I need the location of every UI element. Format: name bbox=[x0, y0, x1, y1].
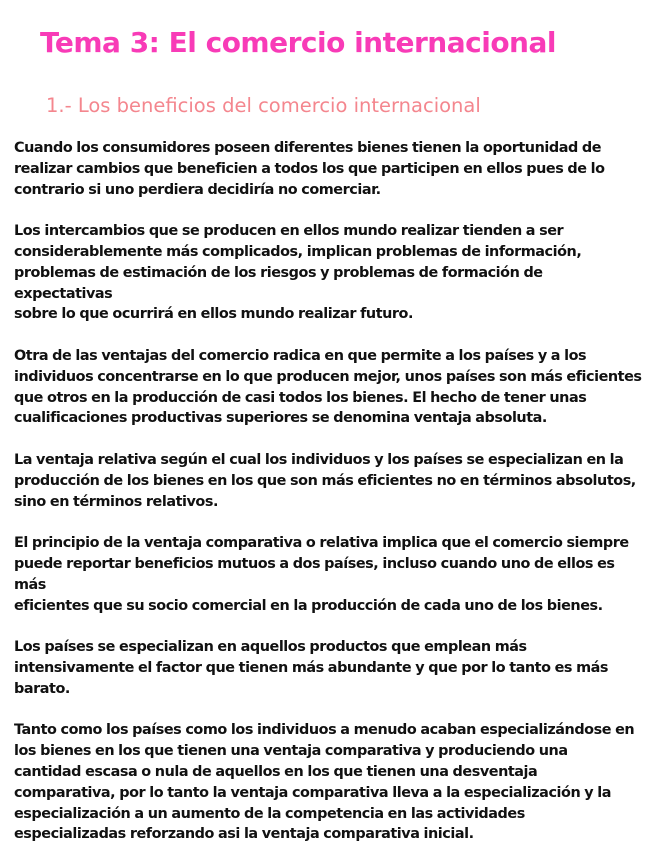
paragraph: El principio de la ventaja comparativa o relativa implica que el comercio siempre puede reportar beneficios mutuos a dos países, incluso cuando uno de ellos es más eficientes que su socio comercial en la producción de cada uno de los bienes. bbox=[14, 535, 629, 614]
paragraph: Cuando los consumidores poseen diferentes bienes tienen la oportunidad de realizar cambios que beneficien a todos los que participen en ellos pues de lo contrario si uno perdiera decidiría no comerciar. bbox=[14, 140, 605, 198]
section-heading: 1.- Los beneficios del comercio internacional bbox=[46, 94, 481, 117]
paragraph: Otra de las ventajas del comercio radica en que permite a los países y a los individuos concentrarse en lo que producen mejor, unos países son más eficientes que otros en la producción de casi todos los bienes. El hecho de tener unas cualificaciones productivas superiores se denomina ventaja absoluta. bbox=[14, 347, 642, 427]
paragraph: Los intercambios que se producen en ellos mundo realizar tienden a ser considerablemente más complicados, implican problemas de información, problemas de estimación de los riesgos y problemas de formación de expectativas sobre lo que ocurrirá en ellos mundo realizar futuro. bbox=[14, 223, 582, 323]
paragraph: Tanto como los países como los individuos a menudo acaban especializándose en los bienes en los que tienen una ventaja comparativa y produciendo una cantidad escasa o nula de aquellos en los que tienen una desventaja comparativa, por lo tanto la ventaja comparativa lleva a la especialización y la especialización a un aumento de la competencia en las actividades especializadas reforzando asi la ventaja comparativa inicial. bbox=[14, 722, 635, 843]
body-text bbox=[14, 138, 642, 866]
paragraph: La ventaja relativa según el cual los individuos y los países se especializan en la producción de los bienes en los que son más eficientes no en términos absolutos, sino en términos relativos. bbox=[14, 451, 636, 510]
paragraph: Los países se especializan en aquellos productos que emplean más intensivamente el factor que tienen más abundante y que por lo tanto es más barato. bbox=[14, 639, 609, 697]
page-title: Tema 3: El comercio internacional bbox=[40, 26, 556, 59]
